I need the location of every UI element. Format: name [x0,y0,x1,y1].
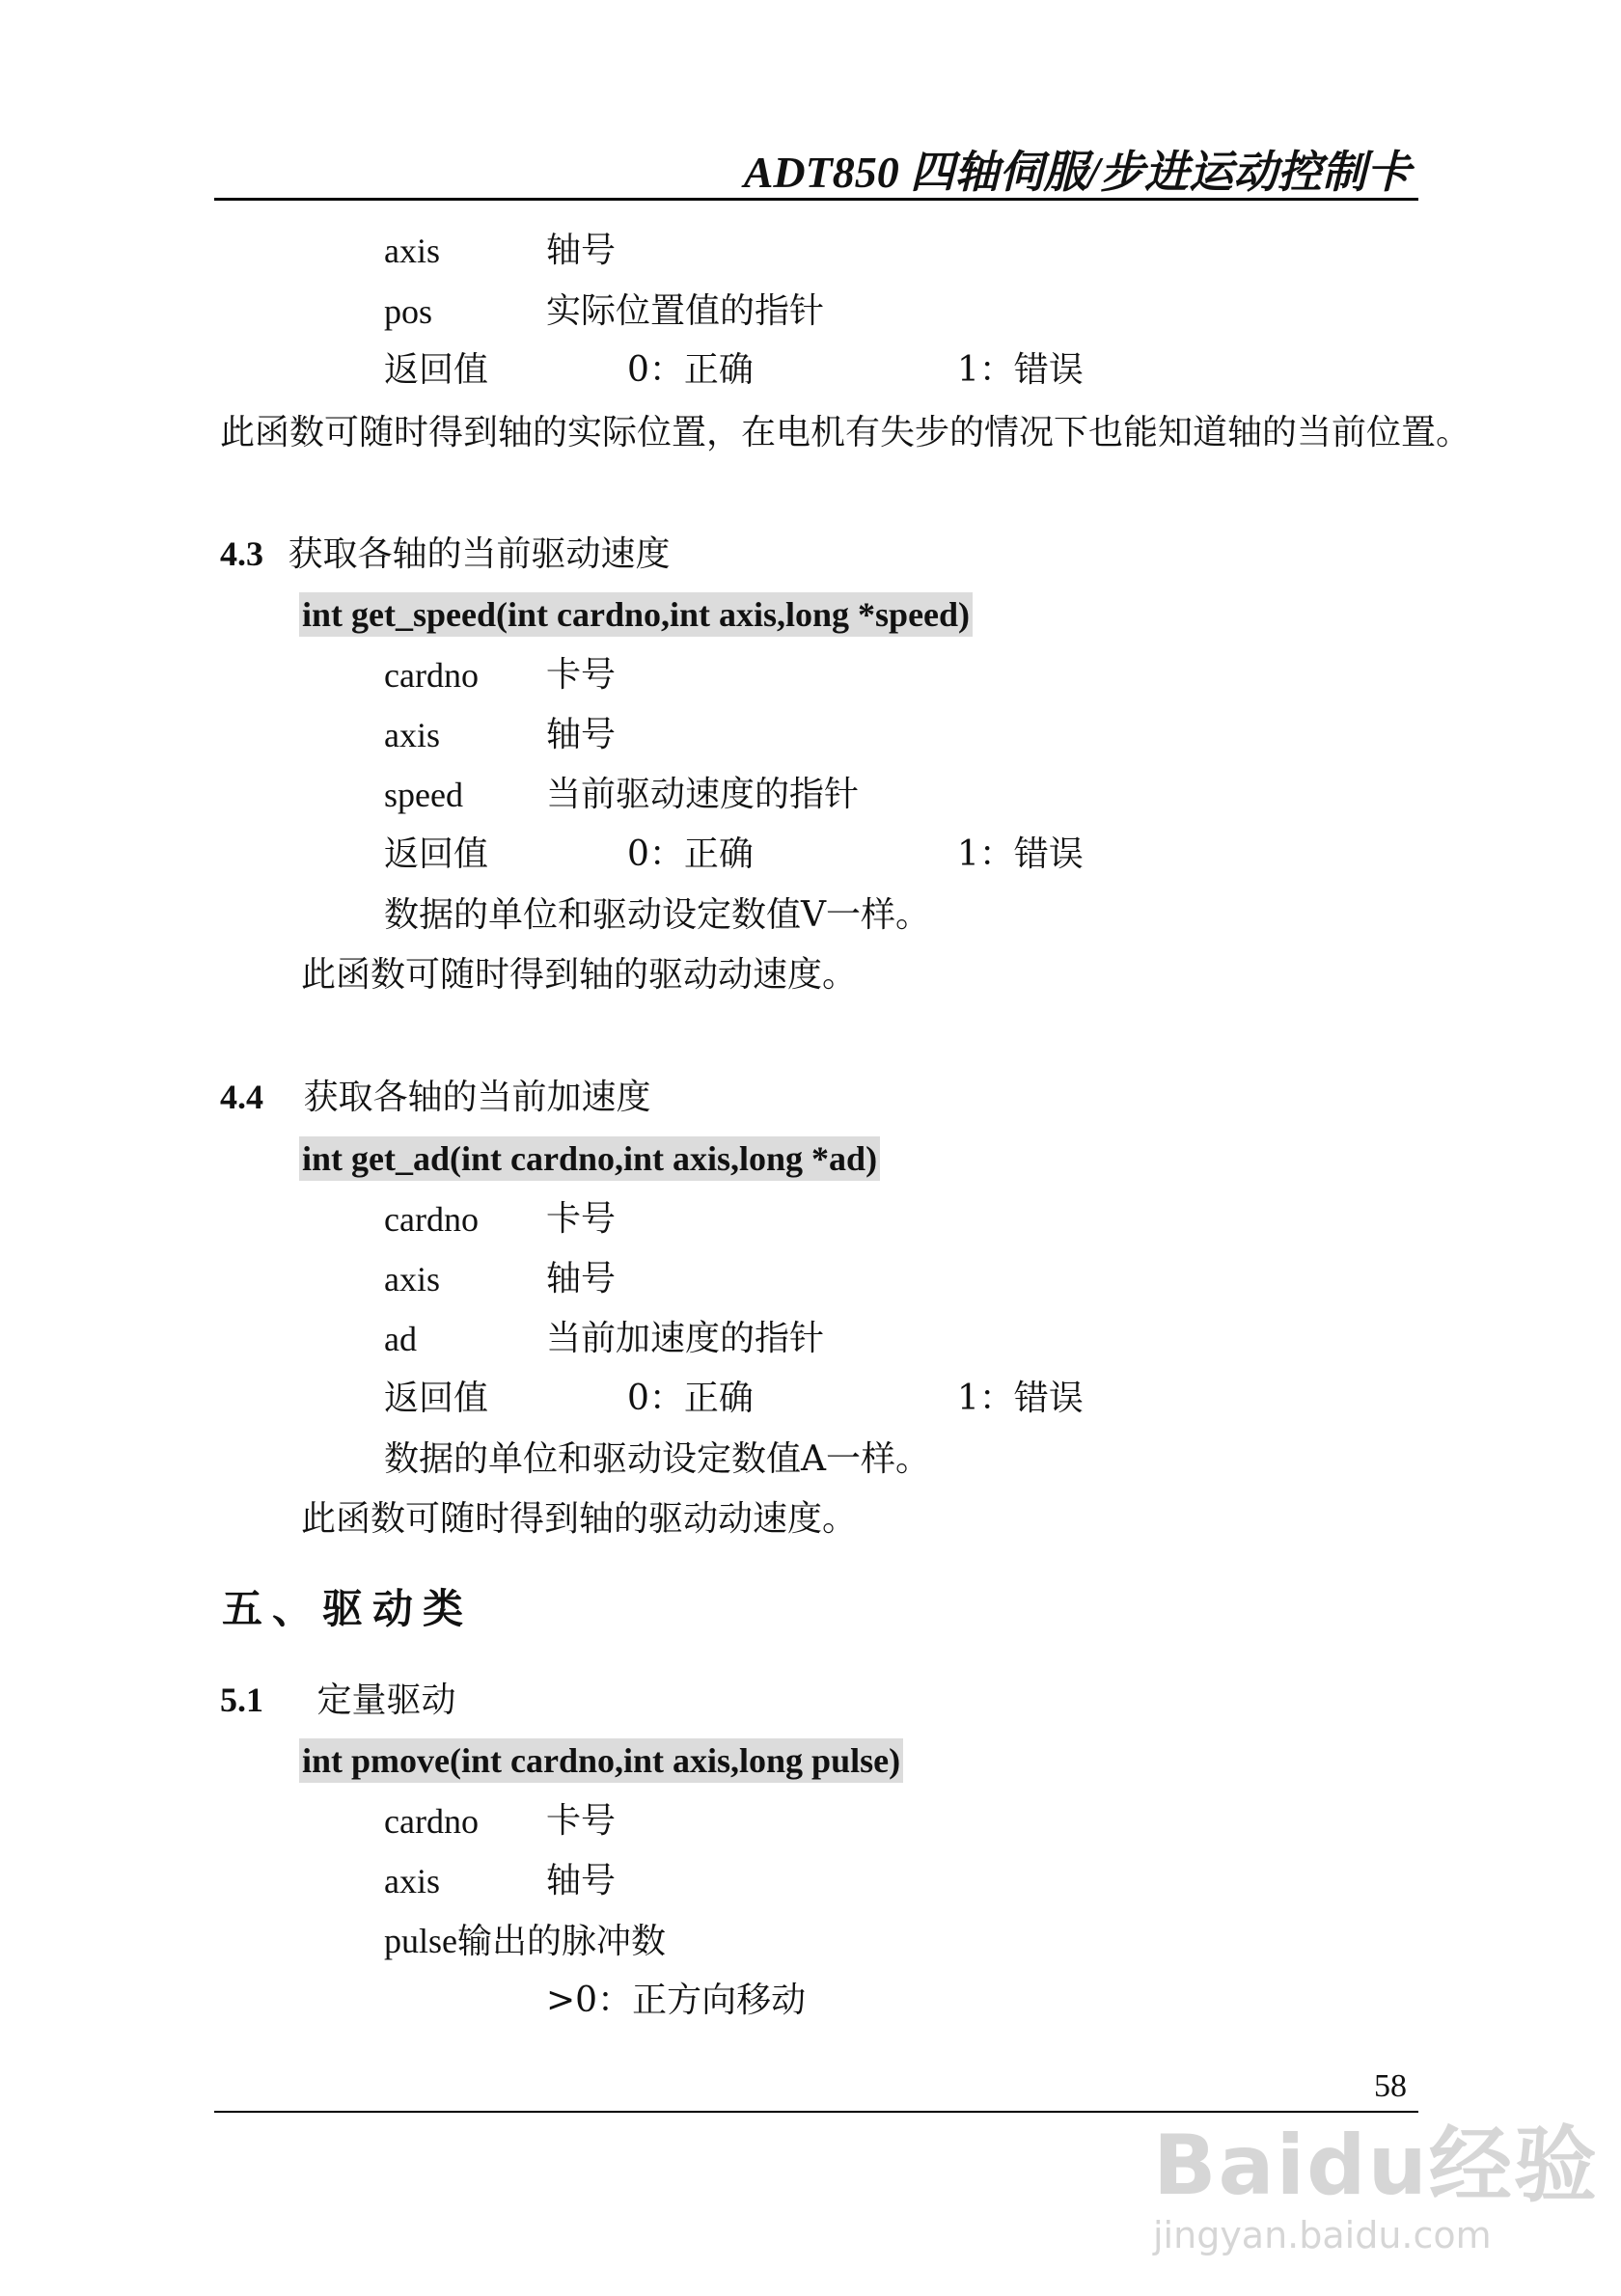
param-desc-pos: 实际位置值的指针 [546,291,825,331]
param-pulse [384,1918,666,1965]
baidu-watermark [1153,2098,1599,2256]
param-desc-axis: 轴号 [546,715,617,754]
chapter-heading: 五、驱动类 [222,1585,474,1632]
return-ok: 0：正确 [627,350,754,390]
return-ok: 0：正确 [627,834,754,874]
section-number: 5.1 [220,1681,263,1719]
return-ok: 0：正确 [627,1379,754,1418]
section-title: 定量驱动 [316,1681,456,1720]
unit-note: 数据的单位和驱动设定数值V一样。 [384,895,930,935]
unit-note: 数据的单位和驱动设定数值A一样。 [384,1439,930,1479]
section-title: 获取各轴的当前加速度 [303,1078,651,1117]
function-signature-get-ad: int get_ad(int cardno,int axis,long *ad) [299,1136,880,1181]
section-title: 获取各轴的当前驱动速度 [288,534,671,574]
param-name-axis: axis [384,232,440,270]
function-signature-get-speed: int get_speed(int cardno,int axis,long *speed) [299,592,973,637]
section-number: 4.4 [220,1078,263,1116]
description-note: 此函数可随时得到轴的驱动动速度。 [301,1499,858,1539]
function-signature-pmove: int pmove(int cardno,int axis,long pulse) [299,1738,903,1783]
param-desc-ad: 当前加速度的指针 [546,1319,825,1358]
page-number: 58 [1374,2068,1407,2104]
param-desc-cardno: 卡号 [546,1801,617,1841]
watermark-brand: Baidu经验 [1153,2118,1599,2214]
description-note: 此函数可随时得到轴的实际位置，在电机有失步的情况下也能知道轴的当前位置。 [220,413,1471,452]
section-heading-4-4 [220,1074,650,1121]
param-name-axis: axis [384,1862,440,1900]
return-label: 返回值 [384,834,489,874]
section-number: 4.3 [220,534,263,573]
return-error: 1：错误 [957,834,1084,874]
header-title: ADT850 四轴伺服/步进运动控制卡 [743,148,1411,197]
param-name-axis: axis [384,716,440,754]
return-label: 返回值 [384,350,489,390]
param-name-ad: ad [384,1320,417,1358]
description-note: 此函数可随时得到轴的驱动动速度。 [301,955,858,995]
pulse-option-positive: >0：正方向移动 [546,1981,807,2020]
param-name-speed: speed [384,776,463,814]
return-error: 1：错误 [957,1379,1084,1418]
section-heading-5-1 [220,1677,455,1724]
section-heading-4-3 [220,531,670,578]
return-error: 1：错误 [957,350,1084,390]
param-desc-cardno: 卡号 [546,655,617,695]
param-name-pos: pos [384,292,433,331]
param-desc-cardno: 卡号 [546,1199,617,1239]
param-name-axis: axis [384,1260,440,1298]
param-desc-pulse: 输出的脉冲数 [457,1922,667,1961]
header-rule [214,198,1418,201]
param-name-cardno: cardno [384,1802,479,1841]
param-name-cardno: cardno [384,656,479,695]
param-name-cardno: cardno [384,1200,479,1239]
watermark-url: jingyan.baidu.com [1153,2214,1492,2256]
param-name-pulse: pulse [384,1922,457,1960]
param-desc-speed: 当前驱动速度的指针 [546,775,860,814]
return-label: 返回值 [384,1379,489,1418]
param-desc-axis: 轴号 [546,231,617,270]
param-desc-axis: 轴号 [546,1861,617,1900]
param-desc-axis: 轴号 [546,1259,617,1298]
